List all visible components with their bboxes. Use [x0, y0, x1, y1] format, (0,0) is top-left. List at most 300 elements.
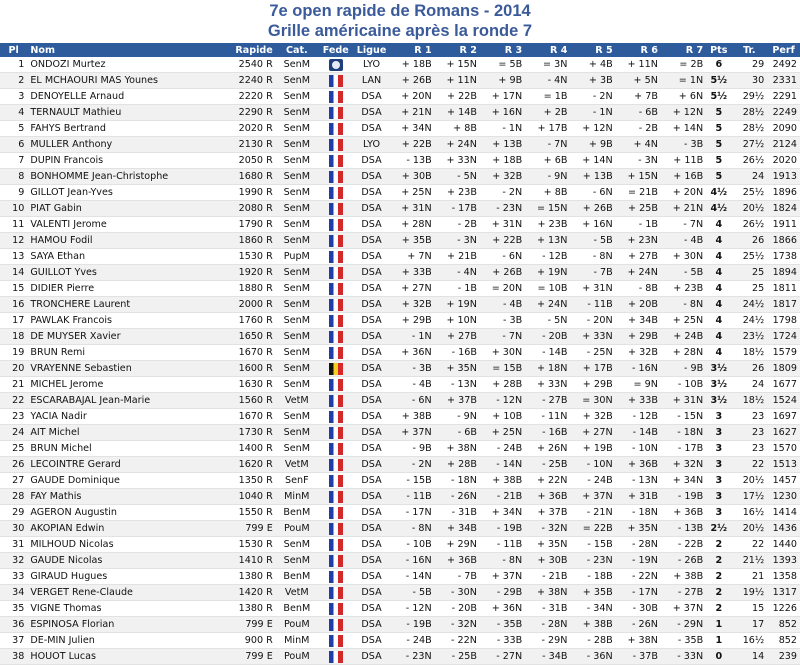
round-result-cell: + 4N — [616, 137, 661, 153]
player-name-cell: ESCARABAJAL Jean-Marie — [27, 393, 208, 409]
rating-cell: 1650 R — [208, 329, 275, 345]
round-result-cell: - 8N — [480, 553, 525, 569]
col-header-r4[interactable]: R 4 — [550, 44, 568, 56]
round-result-cell: + 37N — [570, 489, 615, 505]
round-result-cell: - 21N — [570, 505, 615, 521]
round-result-cell: - 17B — [435, 201, 480, 217]
round-result-cell: - 27N — [480, 649, 525, 665]
table-row — [0, 569, 800, 585]
round-result-cell: - 8N — [389, 521, 434, 537]
round-result-cell: + 35N — [435, 361, 480, 377]
table-row — [0, 441, 800, 457]
round-result-cell: + 37N — [480, 569, 525, 585]
league-cell: DSA — [354, 249, 390, 265]
round-result-cell: + 7B — [616, 89, 661, 105]
points-cell: 4½ — [706, 201, 731, 217]
performance-cell: 2291 — [767, 89, 800, 105]
rating-cell: 1680 R — [208, 169, 275, 185]
place-cell: 21 — [0, 377, 27, 393]
category-cell: SenM — [276, 153, 318, 169]
performance-cell: 1457 — [767, 473, 800, 489]
round-result-cell: + 11N — [435, 73, 480, 89]
tiebreak-cell: 23 — [731, 425, 767, 441]
round-result-cell: - 3N — [435, 233, 480, 249]
round-result-cell: + 23B — [525, 217, 570, 233]
rating-cell: 1380 R — [208, 601, 275, 617]
round-result-cell: - 3B — [480, 313, 525, 329]
rating-cell: 2540 R — [208, 57, 275, 73]
tiebreak-cell: 29½ — [731, 89, 767, 105]
round-result-cell: - 18B — [570, 569, 615, 585]
league-cell: DSA — [354, 233, 390, 249]
round-result-cell: - 11B — [389, 489, 434, 505]
round-result-cell: - 14N — [480, 457, 525, 473]
round-result-cell: - 22N — [435, 633, 480, 649]
round-result-cell: + 26B — [389, 73, 434, 89]
rating-cell: 2020 R — [208, 121, 275, 137]
france-flag-icon — [329, 155, 343, 167]
round-result-cell: - 17N — [616, 585, 661, 601]
table-row — [0, 457, 800, 473]
round-result-cell: - 14B — [525, 345, 570, 361]
league-cell: DSA — [354, 617, 390, 633]
france-flag-icon — [329, 251, 343, 263]
tiebreak-cell: 25 — [731, 281, 767, 297]
round-result-cell: + 2B — [525, 105, 570, 121]
round-result-cell: = 5B — [480, 57, 525, 73]
tiebreak-cell: 20½ — [731, 521, 767, 537]
france-flag-icon — [329, 315, 343, 327]
round-result-cell: - 2N — [570, 89, 615, 105]
round-result-cell: + 8B — [435, 121, 480, 137]
col-header-rapide[interactable]: Rapide — [235, 44, 273, 56]
col-header-r7[interactable]: R 7 — [685, 44, 704, 56]
round-result-cell: - 12B — [616, 409, 661, 425]
performance-cell: 1513 — [767, 457, 800, 473]
tiebreak-cell: 21 — [731, 569, 767, 585]
performance-cell: 1811 — [767, 281, 800, 297]
performance-cell: 1230 — [767, 489, 800, 505]
col-header-r2[interactable]: R 2 — [459, 44, 477, 56]
round-result-cell: - 27B — [661, 585, 706, 601]
round-result-cell: + 34B — [435, 521, 480, 537]
player-name-cell: BRUN Remi — [27, 345, 208, 361]
league-cell: DSA — [354, 169, 390, 185]
rating-cell: 900 R — [208, 633, 275, 649]
table-row — [0, 473, 800, 489]
table-row — [0, 409, 800, 425]
round-result-cell: + 13N — [525, 233, 570, 249]
round-result-cell: - 16B — [525, 425, 570, 441]
player-name-cell: GILLOT Jean-Yves — [27, 185, 208, 201]
place-cell: 13 — [0, 249, 27, 265]
round-result-cell: + 30B — [389, 169, 434, 185]
federation-cell — [318, 217, 354, 233]
round-result-cell: + 34N — [480, 505, 525, 521]
round-result-cell: + 29B — [570, 377, 615, 393]
page-subtitle: Grille américaine après la ronde 7 — [267, 22, 533, 40]
round-result-cell: + 21N — [389, 105, 434, 121]
round-result-cell: - 22N — [616, 569, 661, 585]
round-result-cell: + 34B — [616, 313, 661, 329]
rating-cell: 1040 R — [208, 489, 275, 505]
points-cell: 6 — [706, 57, 731, 73]
france-flag-icon — [329, 539, 343, 551]
points-cell: 4½ — [706, 185, 731, 201]
points-cell: 5½ — [706, 89, 731, 105]
round-result-cell: + 37N — [661, 601, 706, 617]
tiebreak-cell: 26½ — [731, 153, 767, 169]
federation-cell — [318, 137, 354, 153]
round-result-cell: - 34N — [570, 601, 615, 617]
rating-cell: 1860 R — [208, 233, 275, 249]
table-row — [0, 233, 800, 249]
france-flag-icon — [329, 427, 343, 439]
round-result-cell: - 11N — [525, 409, 570, 425]
round-result-cell: - 1B — [616, 217, 661, 233]
table-row — [0, 505, 800, 521]
round-result-cell: - 21B — [480, 489, 525, 505]
league-cell: DSA — [354, 345, 390, 361]
player-name-cell: DIDIER Pierre — [27, 281, 208, 297]
round-result-cell: + 21B — [435, 249, 480, 265]
france-flag-icon — [329, 507, 343, 519]
performance-cell: 1627 — [767, 425, 800, 441]
round-result-cell: - 35B — [480, 617, 525, 633]
col-header-r6[interactable]: R 6 — [640, 44, 658, 56]
tiebreak-cell: 17 — [731, 617, 767, 633]
round-result-cell: - 5B — [661, 265, 706, 281]
table-row — [0, 201, 800, 217]
france-flag-icon — [329, 443, 343, 455]
round-result-cell: + 16N — [570, 217, 615, 233]
round-result-cell: + 38N — [616, 633, 661, 649]
col-header-r1[interactable]: R 1 — [414, 44, 432, 56]
tiebreak-cell: 16½ — [731, 505, 767, 521]
player-name-cell: MILHOUD Nicolas — [27, 537, 208, 553]
rating-cell: 799 E — [208, 617, 275, 633]
tiebreak-cell: 18½ — [731, 393, 767, 409]
points-cell: 4 — [706, 313, 731, 329]
performance-cell: 1738 — [767, 249, 800, 265]
player-name-cell: VERGET Rene-Claude — [27, 585, 208, 601]
tiebreak-cell: 25 — [731, 265, 767, 281]
round-result-cell: + 37B — [435, 393, 480, 409]
performance-cell: 2124 — [767, 137, 800, 153]
page-title: 7e open rapide de Romans - 2014 — [269, 2, 531, 20]
tiebreak-cell: 26 — [731, 233, 767, 249]
league-cell: DSA — [354, 649, 390, 665]
place-cell: 19 — [0, 345, 27, 361]
round-result-cell: + 16N — [480, 105, 525, 121]
round-result-cell: + 36N — [389, 345, 434, 361]
place-cell: 12 — [0, 233, 27, 249]
round-result-cell: - 15B — [570, 537, 615, 553]
league-cell: DSA — [354, 489, 390, 505]
rating-cell: 799 E — [208, 649, 275, 665]
federation-cell — [318, 393, 354, 409]
rating-cell: 2000 R — [208, 297, 275, 313]
col-header-pts[interactable]: Pts — [710, 44, 728, 56]
points-cell: 0 — [706, 649, 731, 665]
france-flag-icon — [329, 603, 343, 615]
tiebreak-cell: 16½ — [731, 633, 767, 649]
round-result-cell: - 6N — [570, 185, 615, 201]
round-result-cell: + 30N — [480, 345, 525, 361]
category-cell: SenM — [276, 425, 318, 441]
performance-cell: 1440 — [767, 537, 800, 553]
rating-cell: 799 E — [208, 521, 275, 537]
round-result-cell: - 36N — [570, 649, 615, 665]
round-result-cell: + 31B — [616, 489, 661, 505]
federation-cell — [318, 89, 354, 105]
league-cell: DSA — [354, 281, 390, 297]
points-cell: 2½ — [706, 521, 731, 537]
round-result-cell: - 24B — [480, 441, 525, 457]
round-result-cell: + 27N — [389, 281, 434, 297]
performance-cell: 1913 — [767, 169, 800, 185]
round-result-cell: + 6B — [525, 153, 570, 169]
france-flag-icon — [329, 139, 343, 151]
table-row — [0, 89, 800, 105]
round-result-cell: - 6N — [389, 393, 434, 409]
league-cell: LYO — [354, 57, 390, 73]
round-result-cell: + 25N — [389, 185, 434, 201]
player-name-cell: HOUOT Lucas — [27, 649, 208, 665]
player-name-cell: DE-MIN Julien — [27, 633, 208, 649]
performance-cell: 1798 — [767, 313, 800, 329]
league-cell: DSA — [354, 105, 390, 121]
round-result-cell: - 18N — [661, 425, 706, 441]
performance-cell: 1226 — [767, 601, 800, 617]
category-cell: VetM — [276, 457, 318, 473]
category-cell: SenM — [276, 441, 318, 457]
place-cell: 32 — [0, 553, 27, 569]
france-flag-icon — [329, 203, 343, 215]
round-result-cell: - 12B — [525, 249, 570, 265]
france-flag-icon — [329, 395, 343, 407]
tiebreak-cell: 30 — [731, 73, 767, 89]
federation-cell — [318, 553, 354, 569]
tiebreak-cell: 22 — [731, 457, 767, 473]
col-header-pl[interactable]: Pl — [8, 44, 19, 56]
round-result-cell: + 26B — [480, 265, 525, 281]
round-result-cell: + 20B — [616, 297, 661, 313]
performance-cell: 1809 — [767, 361, 800, 377]
round-result-cell: - 17N — [389, 505, 434, 521]
federation-cell — [318, 313, 354, 329]
round-result-cell: - 9N — [435, 409, 480, 425]
col-header-fede[interactable]: Fede — [322, 44, 349, 56]
place-cell: 11 — [0, 217, 27, 233]
rating-cell: 1670 R — [208, 345, 275, 361]
round-result-cell: + 34N — [389, 121, 434, 137]
col-header-ligue[interactable]: Ligue — [356, 44, 387, 56]
performance-cell: 1436 — [767, 521, 800, 537]
federation-cell — [318, 441, 354, 457]
table-row — [0, 281, 800, 297]
rating-cell: 2240 R — [208, 73, 275, 89]
tiebreak-cell: 23 — [731, 441, 767, 457]
league-cell: DSA — [354, 633, 390, 649]
round-result-cell: - 20B — [435, 601, 480, 617]
points-cell: 3 — [706, 409, 731, 425]
player-name-cell: ONDOZI Murtez — [27, 57, 208, 73]
performance-cell: 239 — [767, 649, 800, 665]
points-cell: 5 — [706, 153, 731, 169]
round-result-cell: = 15N — [525, 201, 570, 217]
table-row — [0, 633, 800, 649]
round-result-cell: + 33B — [616, 393, 661, 409]
round-result-cell: + 31N — [661, 393, 706, 409]
round-result-cell: = 1N — [661, 73, 706, 89]
federation-cell — [318, 281, 354, 297]
federation-cell — [318, 185, 354, 201]
round-result-cell: + 28B — [480, 377, 525, 393]
category-cell: SenM — [276, 329, 318, 345]
round-result-cell: = 3N — [525, 57, 570, 73]
tiebreak-cell: 21½ — [731, 553, 767, 569]
col-header-nom[interactable]: Nom — [30, 44, 55, 56]
place-cell: 22 — [0, 393, 27, 409]
round-result-cell: + 36B — [525, 489, 570, 505]
points-cell: 3½ — [706, 377, 731, 393]
performance-cell: 2492 — [767, 57, 800, 73]
category-cell: PouM — [276, 617, 318, 633]
category-cell: MinM — [276, 633, 318, 649]
round-result-cell: - 6N — [480, 249, 525, 265]
league-cell: DSA — [354, 89, 390, 105]
round-result-cell: - 28N — [616, 537, 661, 553]
category-cell: SenM — [276, 89, 318, 105]
category-cell: SenM — [276, 121, 318, 137]
table-row — [0, 425, 800, 441]
round-result-cell: + 22N — [525, 473, 570, 489]
round-result-cell: - 1B — [435, 281, 480, 297]
points-cell: 2 — [706, 553, 731, 569]
place-cell: 37 — [0, 633, 27, 649]
col-header-tr[interactable]: Tr. — [743, 44, 756, 56]
round-result-cell: - 15N — [661, 409, 706, 425]
points-cell: 3 — [706, 425, 731, 441]
points-cell: 3 — [706, 457, 731, 473]
tiebreak-cell: 25½ — [731, 249, 767, 265]
round-result-cell: - 19B — [389, 617, 434, 633]
federation-cell — [318, 345, 354, 361]
table-row — [0, 121, 800, 137]
points-cell: 3½ — [706, 393, 731, 409]
round-result-cell: - 20B — [525, 329, 570, 345]
round-result-cell: - 2N — [389, 457, 434, 473]
place-cell: 24 — [0, 425, 27, 441]
points-cell: 4 — [706, 329, 731, 345]
table-row — [0, 297, 800, 313]
place-cell: 7 — [0, 153, 27, 169]
performance-cell: 852 — [767, 633, 800, 649]
points-cell: 3 — [706, 441, 731, 457]
col-header-r3[interactable]: R 3 — [504, 44, 523, 56]
performance-cell: 1817 — [767, 297, 800, 313]
rating-cell: 2050 R — [208, 153, 275, 169]
points-cell: 4 — [706, 265, 731, 281]
league-cell: DSA — [354, 121, 390, 137]
fide-flag-icon — [329, 59, 343, 71]
round-result-cell: + 36B — [435, 553, 480, 569]
round-result-cell: - 13B — [661, 521, 706, 537]
league-cell: DSA — [354, 537, 390, 553]
rating-cell: 1530 R — [208, 537, 275, 553]
player-name-cell: LECOINTRE Gerard — [27, 457, 208, 473]
category-cell: SenF — [276, 473, 318, 489]
place-cell: 25 — [0, 441, 27, 457]
league-cell: DSA — [354, 409, 390, 425]
france-flag-icon — [329, 523, 343, 535]
round-result-cell: - 11B — [480, 537, 525, 553]
round-result-cell: - 1N — [570, 105, 615, 121]
category-cell: BenM — [276, 569, 318, 585]
round-result-cell: + 38B — [480, 473, 525, 489]
round-result-cell: - 4N — [435, 265, 480, 281]
tiebreak-cell: 27½ — [731, 137, 767, 153]
round-result-cell: - 7N — [661, 217, 706, 233]
performance-cell: 1393 — [767, 553, 800, 569]
federation-cell — [318, 377, 354, 393]
round-result-cell: + 35N — [525, 537, 570, 553]
col-header-perf[interactable]: Perf — [772, 44, 795, 56]
round-result-cell: + 12N — [570, 121, 615, 137]
round-result-cell: - 17B — [661, 441, 706, 457]
category-cell: BenM — [276, 505, 318, 521]
round-result-cell: - 18N — [616, 505, 661, 521]
place-cell: 2 — [0, 73, 27, 89]
player-name-cell: VALENTI Jerome — [27, 217, 208, 233]
category-cell: SenM — [276, 137, 318, 153]
tiebreak-cell: 15 — [731, 601, 767, 617]
category-cell: SenM — [276, 313, 318, 329]
round-result-cell: + 36B — [616, 457, 661, 473]
place-cell: 36 — [0, 617, 27, 633]
round-result-cell: - 7N — [480, 329, 525, 345]
points-cell: 1 — [706, 617, 731, 633]
tiebreak-cell: 24½ — [731, 313, 767, 329]
col-header-r5[interactable]: R 5 — [595, 44, 613, 56]
performance-cell: 1358 — [767, 569, 800, 585]
points-cell: 2 — [706, 537, 731, 553]
round-result-cell: - 11B — [570, 297, 615, 313]
league-cell: DSA — [354, 217, 390, 233]
round-result-cell: + 18N — [525, 361, 570, 377]
player-name-cell: FAY Mathis — [27, 489, 208, 505]
france-flag-icon — [329, 347, 343, 359]
federation-cell — [318, 233, 354, 249]
points-cell: 4 — [706, 217, 731, 233]
round-result-cell: + 26N — [525, 441, 570, 457]
round-result-cell: - 4B — [389, 377, 434, 393]
france-flag-icon — [329, 635, 343, 647]
round-result-cell: - 3B — [389, 361, 434, 377]
category-cell: SenM — [276, 537, 318, 553]
france-flag-icon — [329, 235, 343, 247]
tiebreak-cell: 23½ — [731, 329, 767, 345]
round-result-cell: + 36N — [480, 601, 525, 617]
place-cell: 31 — [0, 537, 27, 553]
col-header-cat[interactable]: Cat. — [285, 44, 308, 56]
round-result-cell: - 2B — [616, 121, 661, 137]
round-result-cell: + 24B — [661, 329, 706, 345]
player-name-cell: GIRAUD Hugues — [27, 569, 208, 585]
points-cell: 4 — [706, 233, 731, 249]
rating-cell: 2080 R — [208, 201, 275, 217]
